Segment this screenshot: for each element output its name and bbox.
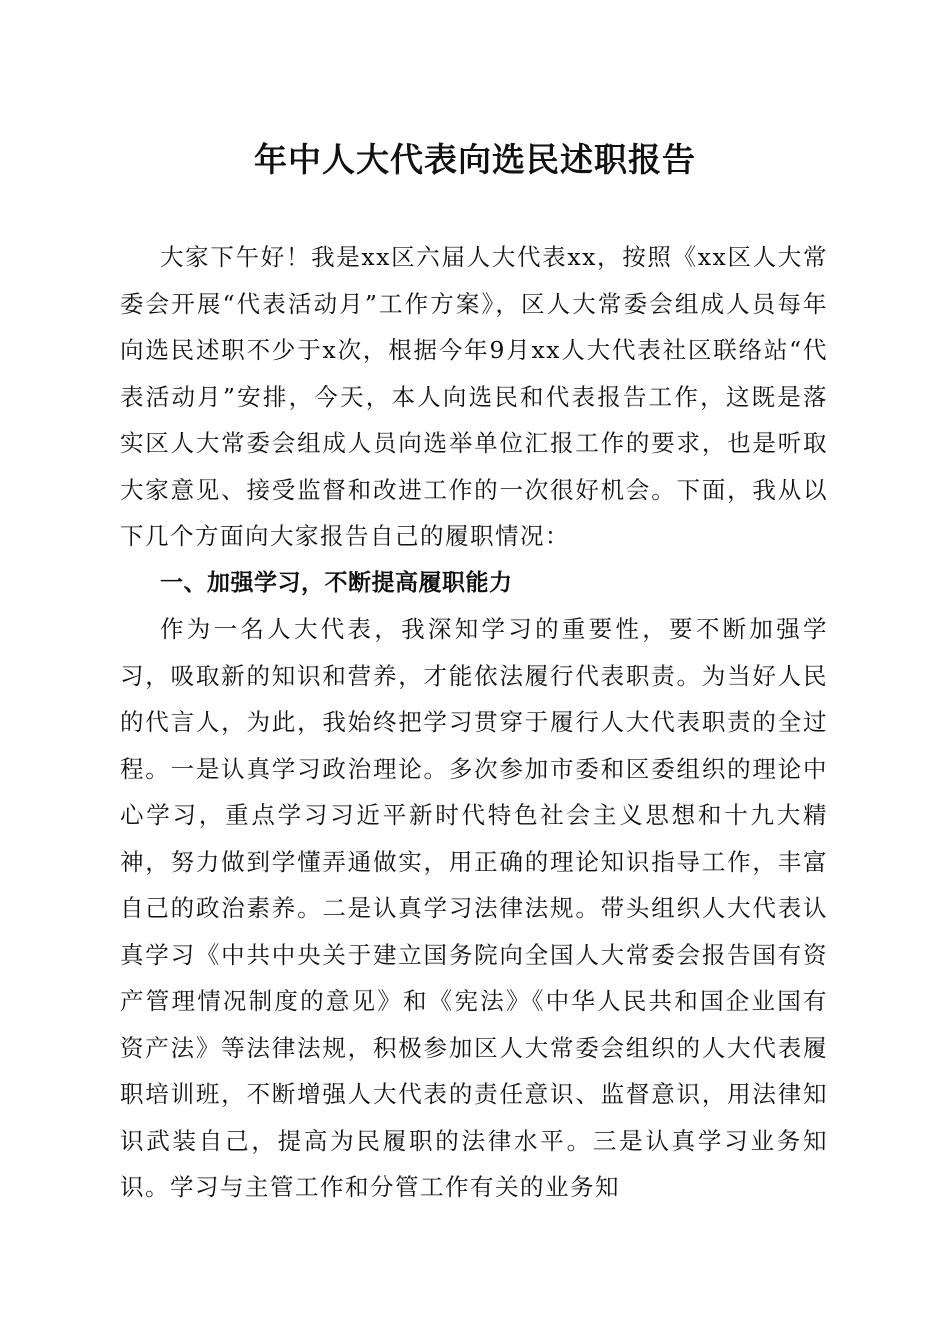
section-heading-1: 一、加强学习，不断提高履职能力: [160, 569, 513, 596]
intro-paragraph: 大家下午好！我是xx区六届人大代表xx，按照《xx区人大常委会开展“代表活动月”工作方案》，区人大常委会组成人员每年向选民述职不少于x次，根据今年9月xx人大代表社区联络站“代表活动月”安排，今天，本人向选民和代表报告工作，这既是落实区人大常委会组成人员向选举单位汇报工作的要求，也是听取大家意见、接受监督和改进工作的一次很好机会。下面，我从以下几个方面向大家报告自己的履职情况：: [120, 243, 828, 550]
document-body: [120, 234, 828, 1211]
section-1-paragraph: 作为一名人大代表，我深知学习的重要性，要不断加强学习，吸取新的知识和营养，才能依法履行代表职责。为当好人民的代言人，为此，我始终把学习贯穿于履行人大代表职责的全过程。一是认真学习政治理论。多次参加市委和区委组织的理论中心学习，重点学习习近平新时代特色社会主义思想和十九大精神，努力做到学懂弄通做实，用正确的理论知识指导工作，丰富自己的政治素养。二是认真学习法律法规。带头组织人大代表认真学习《中共中央关于建立国务院向全国人大常委会报告国有资产管理情况制度的意见》和《宪法》《中华人民共和国企业国有资产法》等法律法规，积极参加区人大常委会组织的人大代表履职培训班，不断增强人大代表的责任意识、监督意识，用法律知识武装自己，提高为民履职的法律水平。三是认真学习业务知识。学习与主管工作和分管工作有关的业务知: [120, 615, 828, 1201]
document-title: 年中人大代表向选民述职报告: [254, 140, 696, 179]
